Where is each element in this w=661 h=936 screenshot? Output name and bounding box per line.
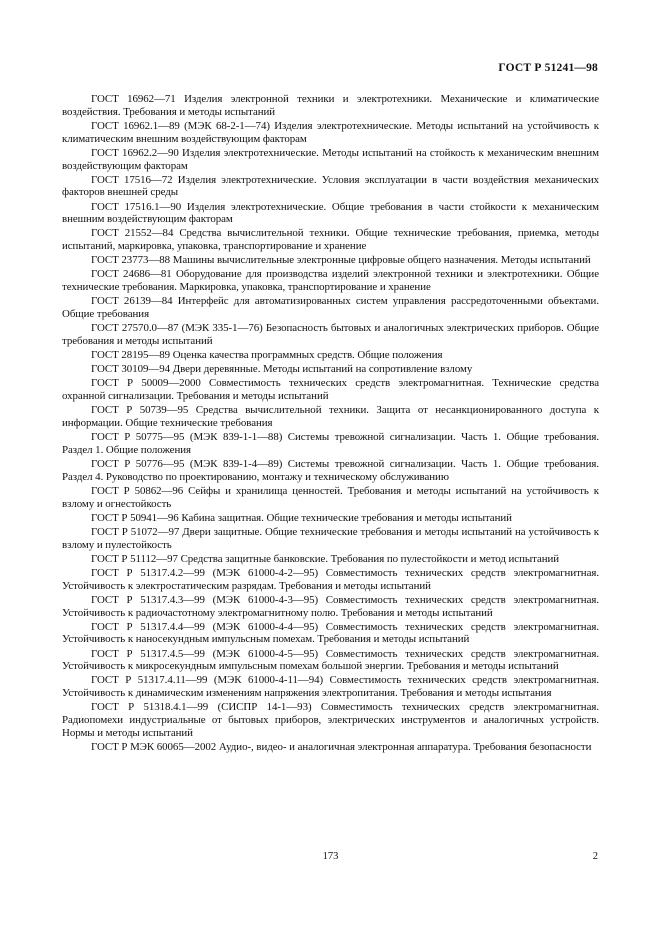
reference-item: ГОСТ 17516—72 Изделия электротехнические. Условия эксплуатации в части воздействия механических факторов внешней среды: [62, 173, 599, 199]
reference-item: ГОСТ Р 51318.4.1—99 (СИСПР 14-1—93) Совместимость технических средств электромагнитная. Радиопомехи индустриальные от бытовых приборов, электрических инструментов и аналогичных устройств. Нормы и методы испытаний: [62, 701, 599, 739]
reference-item: ГОСТ Р 51317.4.5—99 (МЭК 61000-4-5—95) Совместимость технических средств электромагнитная. Устойчивость к микросекундным импульсным помехам большой энергии. Требования и методы испытаний: [62, 647, 599, 673]
reference-item: ГОСТ 16962—71 Изделия электронной техники и электротехники. Механические и климатические воздействия. Требования и методы испытаний: [62, 93, 599, 118]
sheet-number: 2: [592, 851, 598, 862]
page-number: 173: [322, 851, 339, 862]
reference-item: ГОСТ 27570.0—87 (МЭК 335-1—76) Безопасность бытовых и аналогичных электрических приборов. Общие требования и методы испытаний: [62, 322, 599, 348]
normative-references-list: [62, 93, 599, 755]
reference-item: ГОСТ 21552—84 Средства вычислительной техники. Общие технические требования, приемка, методы испытаний, маркировка, упаковка, транспортирование и хранение: [62, 227, 599, 253]
reference-item: ГОСТ Р 51317.4.4—99 (МЭК 61000-4-4—95) Совместимость технических средств электромагнитная. Устойчивость к наносекундным импульсным помехам. Требования и методы испытаний: [62, 620, 599, 646]
reference-item: ГОСТ Р 50739—95 Средства вычислительной техники. Защита от несанкционированного доступа к информации. Общие технические требования: [62, 404, 599, 429]
reference-item: ГОСТ 30109—94 Двери деревянные. Методы испытаний на сопротивление взлому: [91, 363, 473, 376]
reference-item: ГОСТ 28195—89 Оценка качества программных средств. Общие положения: [91, 349, 443, 362]
reference-item: ГОСТ 23773—88 Машины вычислительные электронные цифровые общего назначения. Методы испытаний: [91, 254, 591, 267]
reference-item: ГОСТ Р МЭК 60065—2002 Аудио-, видео- и аналогичная электронная аппаратура. Требования безопасности: [91, 740, 592, 753]
reference-item: ГОСТ 17516.1—90 Изделия электротехнические. Общие требования в части стойкости к механическим внешним воздействующим факторам: [62, 200, 599, 226]
reference-item: ГОСТ 24686—81 Оборудование для производства изделий электронной техники и электротехники. Общие технические требования. Маркировка, упаковка, транспортирование и хранение: [62, 268, 599, 294]
reference-item: ГОСТ Р 51317.4.2—99 (МЭК 61000-4-2—95) Совместимость технических средств электромагнитная. Устойчивость к электростатическим разрядам. Требования и методы испытаний: [62, 566, 599, 592]
reference-item: ГОСТ Р 50941—96 Кабина защитная. Общие технические требования и методы испытаний: [91, 511, 512, 524]
reference-item: ГОСТ 16962.2—90 Изделия электротехнические. Методы испытаний на стойкость к механическим внешним воздействующим факторам: [62, 146, 599, 172]
reference-item: ГОСТ Р 50009—2000 Совместимость технических средств электромагнитная. Технические средства охранной сигнализации. Требования и методы испытаний: [62, 377, 599, 403]
reference-item: ГОСТ Р 51072—97 Двери защитные. Общие технические требования и методы испытаний на устойчивость к взлому и пулестойкость: [62, 525, 599, 551]
reference-item: ГОСТ Р 51317.4.11—99 (МЭК 61000-4-11—94) Совместимость технических средств электромагнитная. Устойчивость к динамическим изменениям напряжения электропитания. Требования и методы испытания: [62, 674, 599, 700]
reference-item: ГОСТ Р 50776—95 (МЭК 839-1-4—89) Системы тревожной сигнализации. Часть 1. Общие требования. Раздел 4. Руководство по проектированию, монтажу и техническому обслуживанию: [62, 457, 599, 483]
reference-item: ГОСТ 16962.1—89 (МЭК 68-2-1—74) Изделия электротехнические. Методы испытаний на устойчивость к климатическим внешним воздействующим факторам: [62, 119, 599, 145]
reference-item: ГОСТ Р 51317.4.3—99 (МЭК 61000-4-3—95) Совместимость технических средств электромагнитная. Устойчивость к радиочастотному электромагнитному полю. Требования и методы испытаний: [62, 593, 599, 619]
reference-item: ГОСТ Р 51112—97 Средства защитные банковские. Требования по пулестойкости и метод испытаний: [91, 552, 560, 565]
reference-item: ГОСТ Р 50775—95 (МЭК 839-1-1—88) Системы тревожной сигнализации. Часть 1. Общие требования. Раздел 1. Общие положения: [62, 431, 599, 456]
reference-item: ГОСТ Р 50862—96 Сейфы и хранилища ценностей. Требования и методы испытаний на устойчивость к взлому и огнестойкость: [62, 484, 599, 510]
standard-designation: ГОСТ Р 51241—98: [498, 62, 598, 74]
reference-item: ГОСТ 26139—84 Интерфейс для автоматизированных систем управления рассредоточенными объектами. Общие требования: [62, 295, 599, 321]
